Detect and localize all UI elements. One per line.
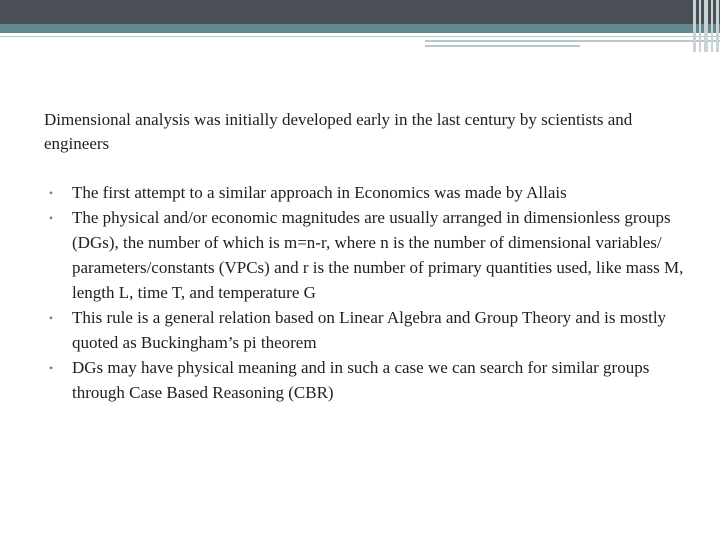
header-bar-accent xyxy=(0,24,720,33)
bullet-text: This rule is a general relation based on Linear Algebra and Group Theory and is mostly quoted as Buckingham’s pi theorem xyxy=(72,308,667,352)
header-rule-short xyxy=(425,45,580,47)
header-rule-full xyxy=(0,36,720,37)
bullet-icon: • xyxy=(48,361,54,375)
header-rule-right xyxy=(425,40,720,42)
bullet-text: DGs may have physical meaning and in such a case we can search for similar groups through Case Based Reasoning (CBR) xyxy=(72,358,650,402)
bullet-list xyxy=(44,180,684,405)
bullet-item xyxy=(44,305,684,355)
bullet-text: The first attempt to a similar approach in Economics was made by Allais xyxy=(72,183,567,202)
slide-intro-text: Dimensional analysis was initially developed early in the last century by scientists and engineers xyxy=(44,110,633,153)
bullet-item xyxy=(44,180,684,205)
bullet-icon: • xyxy=(48,311,54,325)
bullet-icon: • xyxy=(48,211,54,225)
bullet-icon: • xyxy=(48,186,54,200)
bullet-item xyxy=(44,205,684,305)
header-bar-dark xyxy=(0,0,720,24)
bullet-item xyxy=(44,355,684,405)
bullet-text: The physical and/or economic magnitudes are usually arranged in dimensionless groups (DGs), the number of which is m=n-r, where n is the number of dimensional variables/ parameters/constants (VPCs) and r is the number of primary quantities used, like mass M, length L, time T, and temperature G xyxy=(72,208,684,302)
header-stripes xyxy=(693,0,720,52)
